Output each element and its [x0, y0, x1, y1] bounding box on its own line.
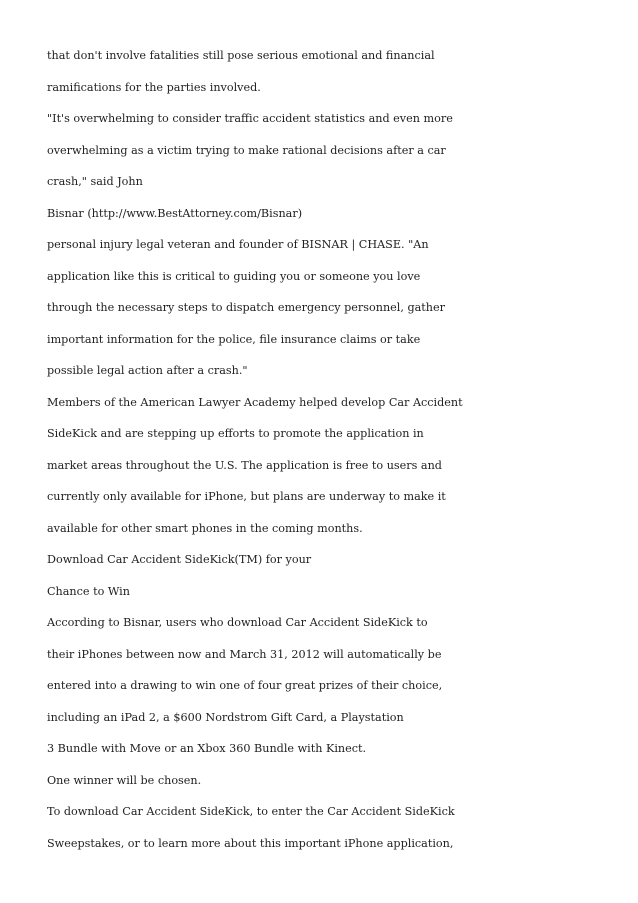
text-line: To download Car Accident SideKick, to enter the Car Accident SideKick: [47, 805, 455, 818]
text-line: personal injury legal veteran and founder of BISNAR | CHASE. "An: [47, 238, 429, 251]
text-line: application like this is critical to guiding you or someone you love: [47, 269, 421, 283]
text-line: Bisnar (http://www.BestAttorney.com/Bisnar): [47, 206, 303, 220]
text-line: crash," said John: [47, 175, 143, 188]
text-line: One winner will be chosen.: [47, 773, 202, 787]
text-line: including an iPad 2, a $600 Nordstrom Gift Card, a Playstation: [47, 710, 404, 724]
text-line: available for other smart phones in the coming months.: [47, 521, 363, 535]
text-line: market areas throughout the U.S. The application is free to users and: [47, 458, 442, 472]
text-line: Sweepstakes, or to learn more about this important iPhone application,: [47, 836, 454, 850]
document-body: [47, 47, 607, 866]
text-line: Download Car Accident SideKick(TM) for your: [47, 553, 312, 566]
text-line: their iPhones between now and March 31, 2012 will automatically be: [47, 647, 442, 661]
text-line: "It's overwhelming to consider traffic accident statistics and even more: [47, 112, 453, 125]
text-line: Members of the American Lawyer Academy helped develop Car Accident: [47, 395, 463, 409]
text-line: According to Bisnar, users who download Car Accident SideKick to: [47, 616, 428, 629]
text-line: ramifications for the parties involved.: [47, 80, 261, 94]
text-line: Chance to Win: [47, 584, 130, 598]
text-line: entered into a drawing to win one of four great prizes of their choice,: [47, 679, 443, 692]
text-line: through the necessary steps to dispatch emergency personnel, gather: [47, 301, 445, 314]
text-line: important information for the police, file insurance claims or take: [47, 332, 421, 346]
text-line: that don't involve fatalities still pose serious emotional and financial: [47, 49, 435, 62]
text-line: possible legal action after a crash.": [47, 364, 248, 377]
text-line: 3 Bundle with Move or an Xbox 360 Bundle with Kinect.: [47, 742, 367, 755]
text-line: overwhelming as a victim trying to make rational decisions after a car: [47, 143, 446, 157]
text-line: currently only available for iPhone, but plans are underway to make it: [47, 490, 446, 503]
text-line: SideKick and are stepping up efforts to promote the application in: [47, 427, 424, 440]
